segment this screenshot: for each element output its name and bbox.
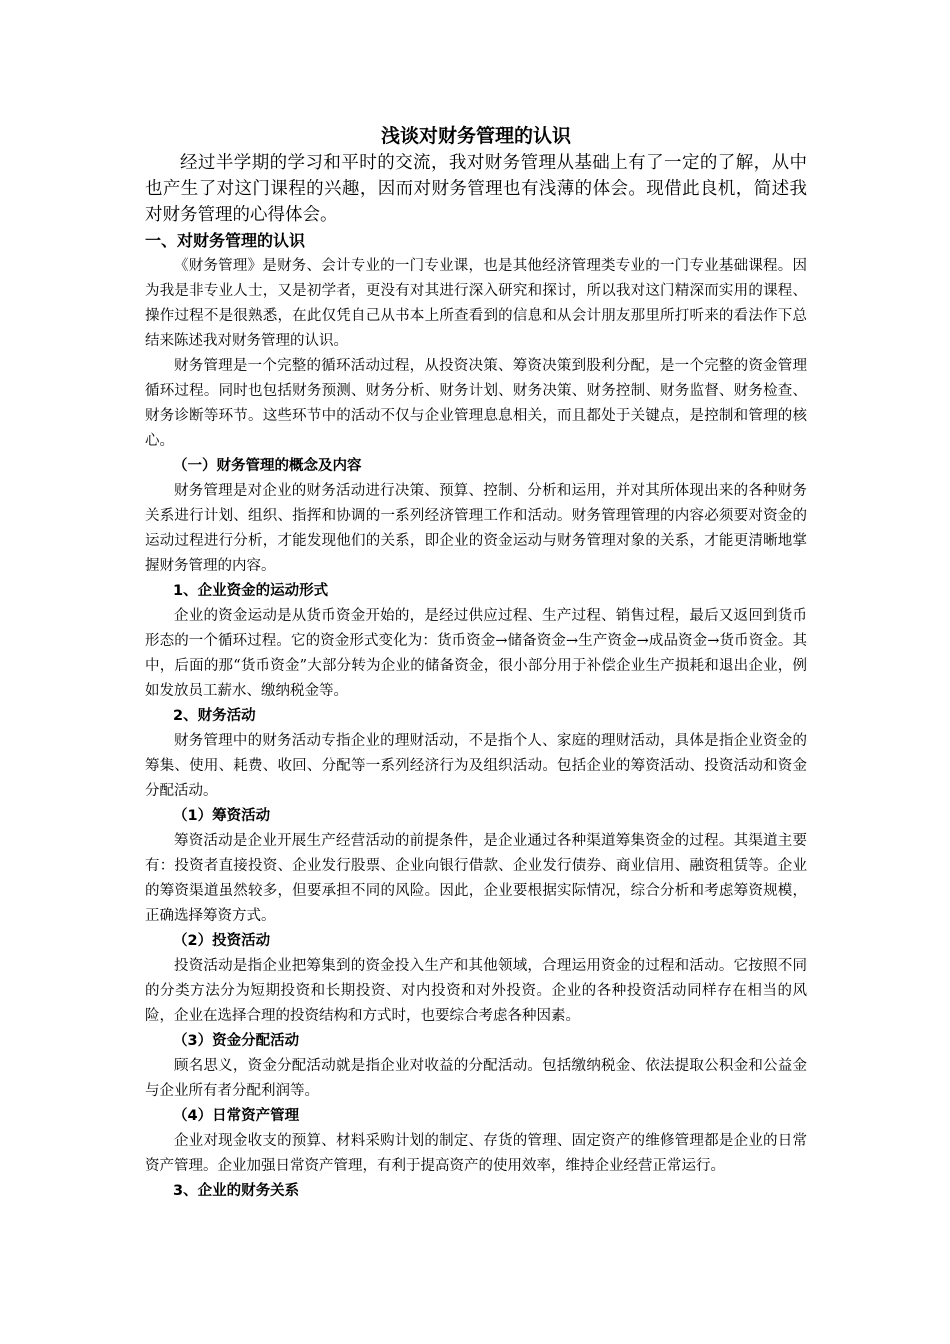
item-heading-1: 1、企业资金的运动形式 bbox=[173, 583, 329, 599]
intro-paragraph: 经过半学期的学习和平时的交流，我对财务管理从基础上有了一定的了解，从中也产生了对这门课程的兴趣，因而对财务管理也有浅薄的体会。现借此良机，简述我对财务管理的心得体会。 bbox=[145, 153, 807, 225]
activity-heading-4: （4）日常资产管理 bbox=[173, 1108, 300, 1124]
activity-heading-1: （1）筹资活动 bbox=[173, 808, 271, 824]
activity-heading-2: （2）投资活动 bbox=[173, 933, 271, 949]
paragraph: 企业的资金运动是从货币资金开始的，是经过供应过程、生产过程、销售过程，最后又返回到货币形态的一个循环过程。它的资金形式变化为：货币资金→储备资金→生产资金→成品资金→货币资金。其中，后面的那“货币资金”大部分转为企业的储备资金，很小部分用于补偿企业生产损耗和退出企业，例如发放员工薪水、缴纳税金等。 bbox=[145, 608, 807, 699]
item-heading-3: 3、企业的财务关系 bbox=[173, 1183, 300, 1199]
document-title: 浅谈对财务管理的认识 bbox=[380, 125, 571, 147]
subsection-heading-1: （一）财务管理的概念及内容 bbox=[173, 458, 362, 474]
item-heading-2: 2、财务活动 bbox=[173, 708, 256, 724]
paragraph: 财务管理是一个完整的循环活动过程，从投资决策、筹资决策到股利分配，是一个完整的资金管理循环过程。同时也包括财务预测、财务分析、财务计划、财务决策、财务控制、财务监督、财务检查、财务诊断等环节。这些环节中的活动不仅与企业管理息息相关，而且都处于关键点，是控制和管理的核心。 bbox=[145, 358, 807, 449]
paragraph: 财务管理中的财务活动专指企业的理财活动，不是指个人、家庭的理财活动，具体是指企业资金的筹集、使用、耗费、收回、分配等一系列经济行为及组织活动。包括企业的筹资活动、投资活动和资金分配活动。 bbox=[145, 733, 807, 799]
paragraph: 筹资活动是企业开展生产经营活动的前提条件，是企业通过各种渠道筹集资金的过程。其渠道主要有：投资者直接投资、企业发行股票、企业向银行借款、企业发行债券、商业信用、融资租赁等。企业的筹资渠道虽然较多，但要承担不同的风险。因此，企业要根据实际情况，综合分析和考虑筹资规模，正确选择筹资方式。 bbox=[145, 833, 807, 924]
section-heading-1: 一、对财务管理的认识 bbox=[145, 231, 306, 250]
paragraph: 财务管理是对企业的财务活动进行决策、预算、控制、分析和运用，并对其所体现出来的各种财务关系进行计划、组织、指挥和协调的一系列经济管理工作和活动。财务管理管理的内容必须要对资金的运动过程进行分析，才能发现他们的关系，即企业的资金运动与财务管理对象的关系，才能更清晰地掌握财务管理的内容。 bbox=[145, 483, 807, 574]
activity-heading-3: （3）资金分配活动 bbox=[173, 1033, 300, 1049]
paragraph: 顾名思义，资金分配活动就是指企业对收益的分配活动。包括缴纳税金、依法提取公积金和公益金与企业所有者分配利润等。 bbox=[145, 1058, 807, 1099]
paragraph: 企业对现金收支的预算、材料采购计划的制定、存货的管理、固定资产的维修管理都是企业的日常资产管理。企业加强日常资产管理，有利于提高资产的使用效率，维持企业经营正常运行。 bbox=[145, 1133, 807, 1174]
paragraph: 《财务管理》是财务、会计专业的一门专业课，也是其他经济管理类专业的一门专业基础课程。因为我是非专业人士，又是初学者，更没有对其进行深入研究和探讨，所以我对这门精深而实用的课程、操作过程不是很熟悉，在此仅凭自己从书本上所查看到的信息和从会计朋友那里所打听来的看法作下总结来陈述我对财务管理的认识。 bbox=[145, 258, 807, 349]
paragraph: 投资活动是指企业把筹集到的资金投入生产和其他领域，合理运用资金的过程和活动。它按照不同的分类方法分为短期投资和长期投资、对内投资和对外投资。企业的各种投资活动同样存在相当的风险，企业在选择合理的投资结构和方式时，也要综合考虑各种因素。 bbox=[145, 958, 807, 1024]
document-page bbox=[145, 122, 807, 1204]
